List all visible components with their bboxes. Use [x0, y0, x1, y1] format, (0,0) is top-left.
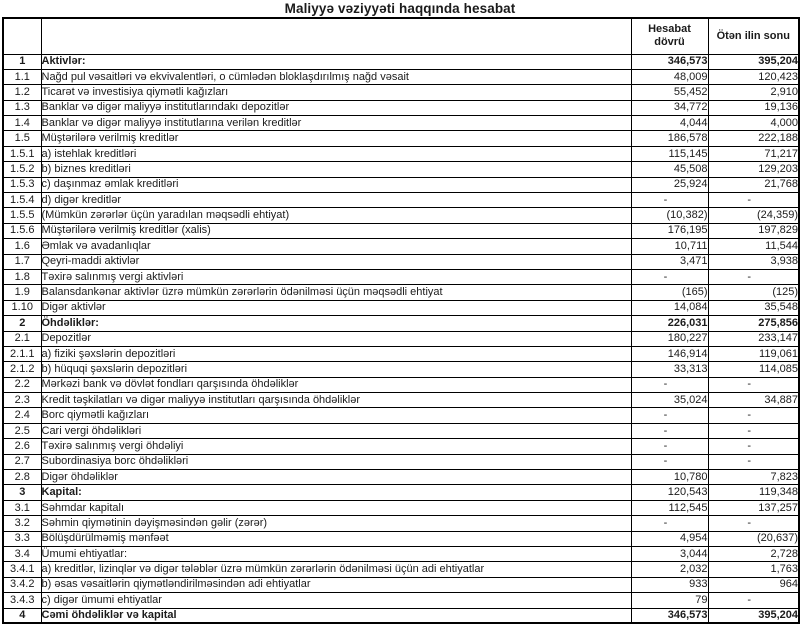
- table-row: [3, 146, 799, 161]
- row-previous-value-cell: 19,136: [708, 100, 799, 115]
- row-number-cell: 1.2: [3, 85, 41, 100]
- row-current-value-cell: 120,543: [631, 485, 708, 500]
- row-previous-value-cell: 114,085: [708, 362, 799, 377]
- row-previous-value-cell: 395,204: [708, 54, 799, 69]
- row-current-value-cell: -: [631, 377, 708, 392]
- row-previous-value-cell: 233,147: [708, 331, 799, 346]
- row-number-cell: 2.7: [3, 454, 41, 469]
- row-label-cell: Ümumi ehtiyatlar:: [41, 547, 631, 562]
- row-current-value-cell: 346,573: [631, 54, 708, 69]
- row-number-cell: 3.1: [3, 500, 41, 515]
- table-row: [3, 408, 799, 423]
- table-row: [3, 393, 799, 408]
- row-previous-value-cell: 11,544: [708, 239, 799, 254]
- header-row: [3, 18, 799, 54]
- table-row: [3, 547, 799, 562]
- table-row: [3, 470, 799, 485]
- table-row: [3, 54, 799, 69]
- row-number-cell: 4: [3, 608, 41, 623]
- row-previous-value-cell: 964: [708, 577, 799, 592]
- row-label-cell: a) istehlak kreditləri: [41, 146, 631, 161]
- row-previous-value-cell: 3,938: [708, 254, 799, 269]
- row-number-cell: 1.9: [3, 285, 41, 300]
- row-label-cell: d) digər kreditlər: [41, 193, 631, 208]
- row-previous-value-cell: -: [708, 593, 799, 608]
- table-row: [3, 331, 799, 346]
- table-row: [3, 593, 799, 608]
- row-current-value-cell: 10,711: [631, 239, 708, 254]
- table-row: [3, 608, 799, 623]
- row-current-value-cell: 112,545: [631, 500, 708, 515]
- row-label-cell: Ticarət və investisiya qiymətli kağızları: [41, 85, 631, 100]
- row-label-cell: Qeyri-maddi aktivlər: [41, 254, 631, 269]
- table-row: [3, 516, 799, 531]
- row-number-cell: 1.5.1: [3, 146, 41, 161]
- row-number-cell: 1.1: [3, 69, 41, 84]
- row-label-cell: Səhmin qiymətinin dəyişməsindən gəlir (zərər): [41, 516, 631, 531]
- row-number-cell: 2.1: [3, 331, 41, 346]
- row-number-cell: 1: [3, 54, 41, 69]
- row-current-value-cell: 3,044: [631, 547, 708, 562]
- row-label-cell: Əmlak və avadanlıqlar: [41, 239, 631, 254]
- row-label-cell: Cəmi öhdəliklər və kapital: [41, 608, 631, 623]
- row-number-cell: 3.4.3: [3, 593, 41, 608]
- row-label-cell: Mərkəzi bank və dövlət fondları qarşısında öhdəliklər: [41, 377, 631, 392]
- row-label-cell: Müştərilərə verilmiş kreditlər: [41, 131, 631, 146]
- row-label-cell: Borc qiymətli kağızları: [41, 408, 631, 423]
- row-previous-value-cell: -: [708, 423, 799, 438]
- table-row: [3, 254, 799, 269]
- row-previous-value-cell: -: [708, 439, 799, 454]
- row-previous-value-cell: 71,217: [708, 146, 799, 161]
- row-current-value-cell: 226,031: [631, 316, 708, 331]
- table-row: [3, 454, 799, 469]
- row-previous-value-cell: -: [708, 454, 799, 469]
- table-row: [3, 300, 799, 315]
- table-row: [3, 193, 799, 208]
- row-number-cell: 2.1.1: [3, 346, 41, 361]
- row-label-cell: Kapital:: [41, 485, 631, 500]
- row-number-cell: 3.2: [3, 516, 41, 531]
- row-label-cell: b) biznes kreditləri: [41, 162, 631, 177]
- row-label-cell: Təxirə salınmış vergi öhdəliyi: [41, 439, 631, 454]
- row-label-cell: Digər öhdəliklər: [41, 470, 631, 485]
- row-previous-value-cell: 395,204: [708, 608, 799, 623]
- row-current-value-cell: 14,084: [631, 300, 708, 315]
- row-label-cell: (Mümkün zərərlər üçün yaradılan məqsədli ehtiyat): [41, 208, 631, 223]
- row-current-value-cell: 4,954: [631, 531, 708, 546]
- row-current-value-cell: 10,780: [631, 470, 708, 485]
- row-label-cell: c) digər ümumi ehtiyatlar: [41, 593, 631, 608]
- row-current-value-cell: -: [631, 454, 708, 469]
- row-number-cell: 1.5.3: [3, 177, 41, 192]
- header-cell-label: [41, 18, 631, 54]
- row-label-cell: b) əsas vəsaitlərin qiymətləndirilməsindən adi ehtiyatlar: [41, 577, 631, 592]
- table-row: [3, 223, 799, 238]
- table-row: [3, 377, 799, 392]
- row-label-cell: a) fiziki şəxslərin depozitləri: [41, 346, 631, 361]
- row-label-cell: a) kreditlər, lizinqlər və digər tələblər üzrə mümkün zərərlərin ödənilməsi üçün adi ehtiyatlar: [41, 562, 631, 577]
- row-previous-value-cell: -: [708, 269, 799, 284]
- row-current-value-cell: (10,382): [631, 208, 708, 223]
- row-label-cell: Bölüşdürülməmiş mənfəət: [41, 531, 631, 546]
- row-number-cell: 2.4: [3, 408, 41, 423]
- header-cell-row-number: [3, 18, 41, 54]
- row-current-value-cell: -: [631, 423, 708, 438]
- row-current-value-cell: -: [631, 408, 708, 423]
- row-current-value-cell: 55,452: [631, 85, 708, 100]
- row-label-cell: Banklar və digər maliyyə institutlarına verilən kreditlər: [41, 116, 631, 131]
- row-current-value-cell: (165): [631, 285, 708, 300]
- report-title: Maliyyə vəziyyəti haqqında hesabat: [284, 1, 516, 16]
- row-label-cell: Banklar və digər maliyyə institutlarındakı depozitlər: [41, 100, 631, 115]
- row-number-cell: 1.5: [3, 131, 41, 146]
- row-label-cell: Səhmdar kapitalı: [41, 500, 631, 515]
- row-previous-value-cell: 21,768: [708, 177, 799, 192]
- row-label-cell: Təxirə salınmış vergi aktivləri: [41, 269, 631, 284]
- row-label-cell: Aktivlər:: [41, 54, 631, 69]
- row-previous-value-cell: 137,257: [708, 500, 799, 515]
- table-row: [3, 577, 799, 592]
- row-previous-value-cell: 34,887: [708, 393, 799, 408]
- row-previous-value-cell: 7,823: [708, 470, 799, 485]
- row-number-cell: 3.4: [3, 547, 41, 562]
- row-current-value-cell: 346,573: [631, 608, 708, 623]
- row-previous-value-cell: 2,728: [708, 547, 799, 562]
- row-current-value-cell: -: [631, 439, 708, 454]
- table-row: [3, 239, 799, 254]
- row-current-value-cell: 186,578: [631, 131, 708, 146]
- row-label-cell: Öhdəliklər:: [41, 316, 631, 331]
- row-number-cell: 1.5.5: [3, 208, 41, 223]
- table-body: [3, 54, 799, 623]
- row-previous-value-cell: -: [708, 516, 799, 531]
- row-current-value-cell: 79: [631, 593, 708, 608]
- row-number-cell: 1.4: [3, 116, 41, 131]
- header-cell-previous-year-end: Ötən ilin sonu: [708, 18, 799, 54]
- row-previous-value-cell: -: [708, 377, 799, 392]
- row-label-cell: b) hüquqi şəxslərin depozitləri: [41, 362, 631, 377]
- row-number-cell: 3.4.1: [3, 562, 41, 577]
- table-row: [3, 439, 799, 454]
- row-previous-value-cell: 1,763: [708, 562, 799, 577]
- row-label-cell: Kredit təşkilatları və digər maliyyə institutları qarşısında öhdəliklər: [41, 393, 631, 408]
- row-current-value-cell: -: [631, 193, 708, 208]
- row-previous-value-cell: -: [708, 408, 799, 423]
- row-number-cell: 1.8: [3, 269, 41, 284]
- row-previous-value-cell: 197,829: [708, 223, 799, 238]
- table-row: [3, 423, 799, 438]
- table-row: [3, 116, 799, 131]
- row-label-cell: Müştərilərə verilmiş kreditlər (xalis): [41, 223, 631, 238]
- table-row: [3, 285, 799, 300]
- row-number-cell: 1.6: [3, 239, 41, 254]
- row-label-cell: c) daşınmaz əmlak kreditləri: [41, 177, 631, 192]
- row-current-value-cell: 25,924: [631, 177, 708, 192]
- row-current-value-cell: 933: [631, 577, 708, 592]
- row-current-value-cell: 2,032: [631, 562, 708, 577]
- row-current-value-cell: 35,024: [631, 393, 708, 408]
- table-row: [3, 131, 799, 146]
- row-number-cell: 2.3: [3, 393, 41, 408]
- row-current-value-cell: -: [631, 516, 708, 531]
- row-previous-value-cell: 2,910: [708, 85, 799, 100]
- table-row: [3, 500, 799, 515]
- table-row: [3, 269, 799, 284]
- table-row: [3, 485, 799, 500]
- table-row: [3, 346, 799, 361]
- row-previous-value-cell: 120,423: [708, 69, 799, 84]
- row-number-cell: 1.5.4: [3, 193, 41, 208]
- table-row: [3, 177, 799, 192]
- row-label-cell: Nağd pul vəsaitləri və ekvivalentləri, o cümlədən bloklaşdırılmış nağd vəsait: [41, 69, 631, 84]
- row-previous-value-cell: 275,856: [708, 316, 799, 331]
- row-number-cell: 3.4.2: [3, 577, 41, 592]
- row-current-value-cell: -: [631, 269, 708, 284]
- row-number-cell: 1.5.2: [3, 162, 41, 177]
- row-label-cell: Digər aktivlər: [41, 300, 631, 315]
- row-number-cell: 1.7: [3, 254, 41, 269]
- table-row: [3, 362, 799, 377]
- row-number-cell: 2: [3, 316, 41, 331]
- row-current-value-cell: 33,313: [631, 362, 708, 377]
- row-current-value-cell: 3,471: [631, 254, 708, 269]
- row-number-cell: 2.6: [3, 439, 41, 454]
- row-number-cell: 1.10: [3, 300, 41, 315]
- row-previous-value-cell: 222,188: [708, 131, 799, 146]
- row-number-cell: 2.5: [3, 423, 41, 438]
- table-row: [3, 162, 799, 177]
- row-current-value-cell: 45,508: [631, 162, 708, 177]
- row-current-value-cell: 4,044: [631, 116, 708, 131]
- row-number-cell: 3.3: [3, 531, 41, 546]
- row-label-cell: Balansdankənar aktivlər üzrə mümkün zərərlərin ödənilməsi üçün məqsədli ehtiyat: [41, 285, 631, 300]
- row-previous-value-cell: 119,348: [708, 485, 799, 500]
- row-current-value-cell: 146,914: [631, 346, 708, 361]
- row-previous-value-cell: (20,637): [708, 531, 799, 546]
- row-current-value-cell: 180,227: [631, 331, 708, 346]
- header-cell-current-period: Hesabat dövrü: [631, 18, 708, 54]
- table-row: [3, 208, 799, 223]
- table-row: [3, 69, 799, 84]
- row-number-cell: 1.5.6: [3, 223, 41, 238]
- row-label-cell: Cari vergi öhdəlikləri: [41, 423, 631, 438]
- row-current-value-cell: 48,009: [631, 69, 708, 84]
- row-number-cell: 3: [3, 485, 41, 500]
- row-current-value-cell: 34,772: [631, 100, 708, 115]
- table-row: [3, 85, 799, 100]
- row-current-value-cell: 176,195: [631, 223, 708, 238]
- row-previous-value-cell: (125): [708, 285, 799, 300]
- row-previous-value-cell: -: [708, 193, 799, 208]
- table-row: [3, 316, 799, 331]
- row-number-cell: 2.2: [3, 377, 41, 392]
- row-label-cell: Depozitlər: [41, 331, 631, 346]
- row-label-cell: Subordinasiya borc öhdəlikləri: [41, 454, 631, 469]
- row-previous-value-cell: 35,548: [708, 300, 799, 315]
- row-number-cell: 1.3: [3, 100, 41, 115]
- row-previous-value-cell: 119,061: [708, 346, 799, 361]
- financial-statement-table: [2, 17, 800, 624]
- row-previous-value-cell: (24,359): [708, 208, 799, 223]
- table-row: [3, 100, 799, 115]
- table-row: [3, 562, 799, 577]
- row-number-cell: 2.1.2: [3, 362, 41, 377]
- row-current-value-cell: 115,145: [631, 146, 708, 161]
- table-row: [3, 531, 799, 546]
- row-previous-value-cell: 129,203: [708, 162, 799, 177]
- row-number-cell: 2.8: [3, 470, 41, 485]
- row-previous-value-cell: 4,000: [708, 116, 799, 131]
